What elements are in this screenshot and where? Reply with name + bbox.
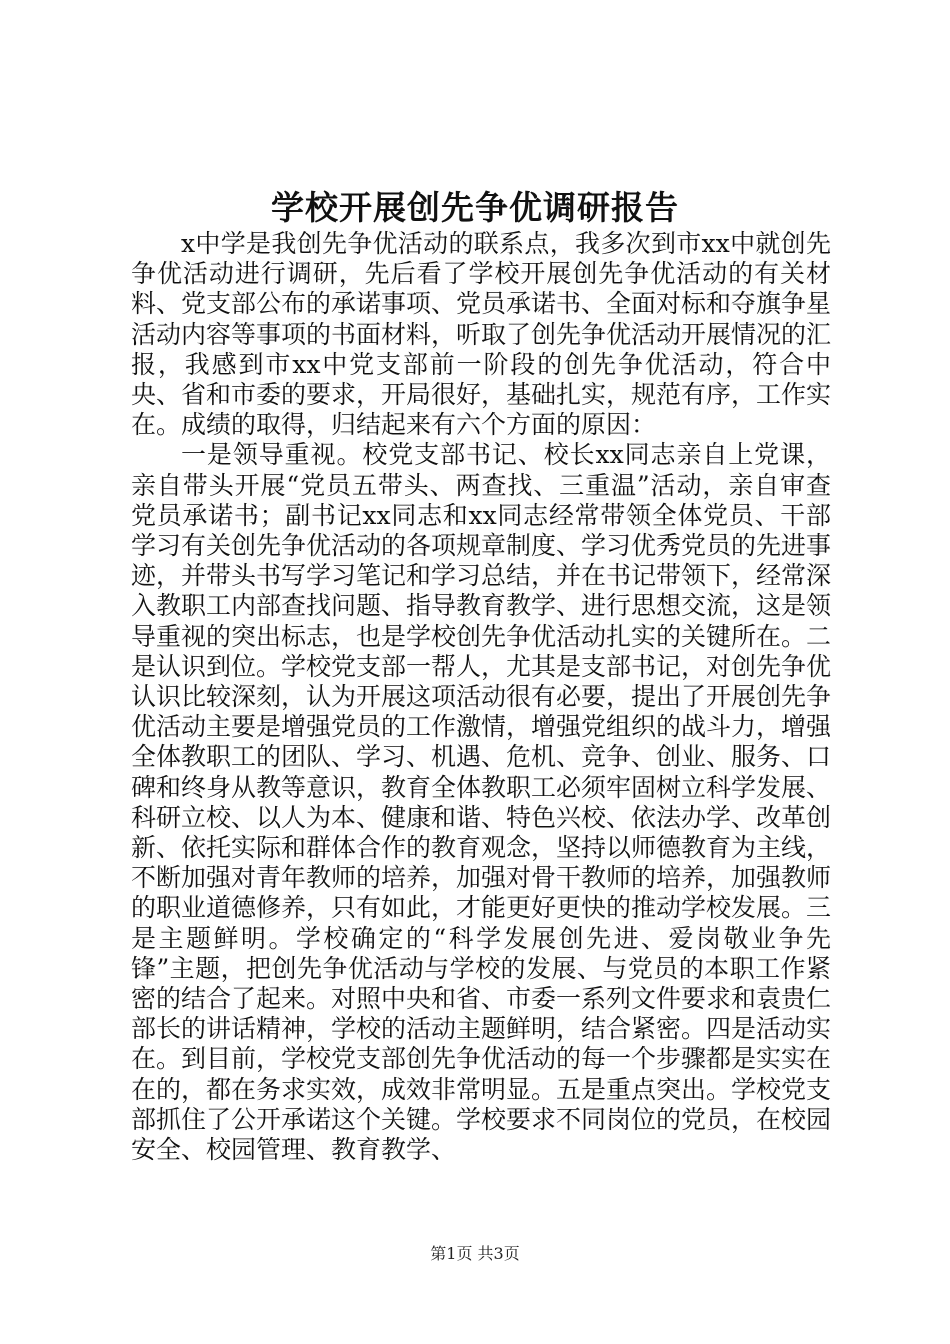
paragraph-intro: x中学是我创先争优活动的联系点，我多次到市xx中就创先争优活动进行调研，先后看了学校开展创先争优活动的有关材料、党支部公布的承诺事项、党员承诺书、全面对标和夺旗争星活动内容等事项的书面材料，听取了创先争优活动开展情况的汇报，我感到市xx中党支部前一阶段的创先争优活动，符合中央、省和市委的要求，开局很好，基础扎实，规范有序，工作实在。成绩的取得，归结起来有六个方面的原因： — [131, 229, 832, 440]
paragraph-reasons: 一是领导重视。校党支部书记、校长xx同志亲自上党课，亲自带头开展“党员五带头、两查找、三重温”活动，亲自审查党员承诺书；副书记xx同志和xx同志经常带领全体党员、干部学习有关创先争优活动的各项规章制度、学习优秀党员的先进事迹，并带头书写学习笔记和学习总结，并在书记带领下，经常深入教职工内部查找问题、指导教育教学、进行思想交流，这是领导重视的突出标志，也是学校创先争优活动扎实的关键所在。二是认识到位。学校党支部一帮人，尤其是支部书记，对创先争优认识比较深刻，认为开展这项活动很有必要，提出了开展创先争优活动主要是增强党员的工作激情，增强党组织的战斗力，增强全体教职工的团队、学习、机遇、危机、竞争、创业、服务、口碑和终身从教等意识，教育全体教职工必须牢固树立科学发展、科研立校、以人为本、健康和谐、特色兴校、依法办学、改革创新、依托实际和群体合作的教育观念，坚持以师德教育为主线，不断加强对青年教师的培养，加强对骨干教师的培养，加强教师的职业道德修养，只有如此，才能更好更快的推动学校发展。三是主题鲜明。学校确定的“科学发展创先进、爱岗敬业争先锋”主题，把创先争优活动与学校的发展、与党员的本职工作紧密的结合了起来。对照中央和省、市委一系列文件要求和袁贵仁部长的讲话精神，学校的活动主题鲜明，结合紧密。四是活动实在。到目前，学校党支部创先争优活动的每一个步骤都是实实在在的，都在务求实效，成效非常明显。五是重点突出。学校党支部抓住了公开承诺这个关键。学校要求不同岗位的党员，在校园安全、校园管理、教育教学、 — [131, 440, 832, 1165]
document-body — [131, 229, 831, 1165]
page-footer: 第1页 共3页 — [430, 1244, 520, 1263]
document-title: 学校开展创先争优调研报告 — [271, 188, 679, 227]
